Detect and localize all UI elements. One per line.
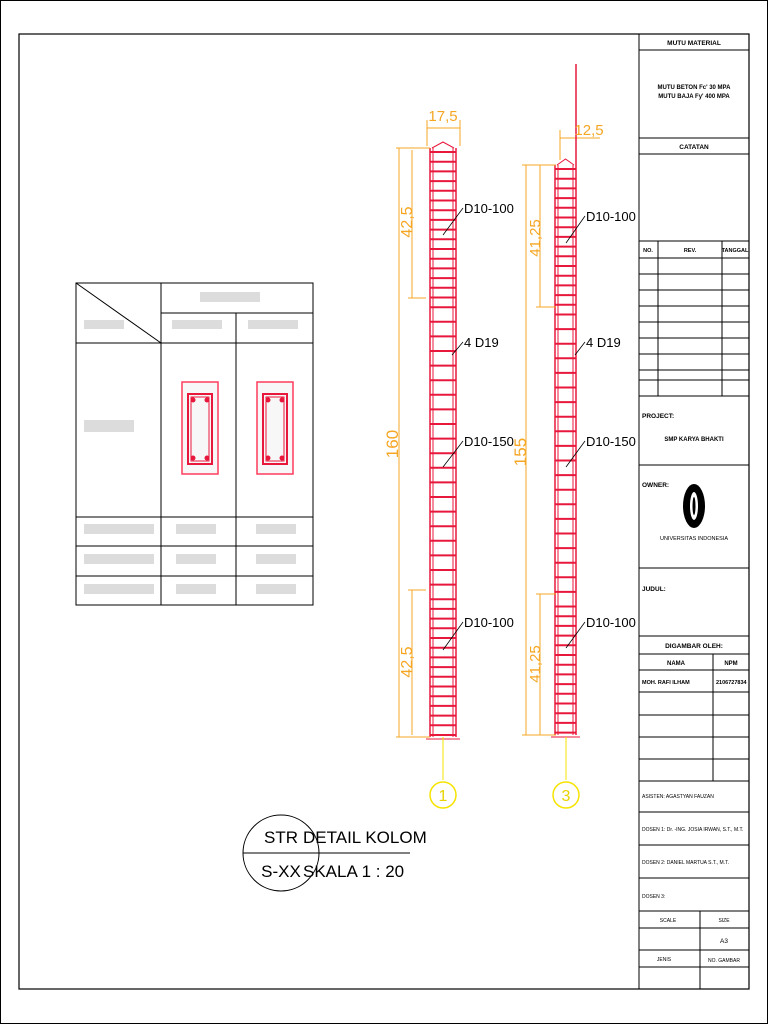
drawing-code-top: STR [264, 828, 298, 847]
dosen3-text: DOSEN 3: [642, 894, 666, 900]
owner-name: UNIVERSITAS INDONESIA [659, 536, 729, 542]
nama-header: NAMA [667, 661, 685, 667]
university-logo [683, 484, 705, 528]
scale-label: SCALE [659, 918, 677, 924]
jenis-label: JENIS [656, 957, 672, 963]
project-label: PROJECT: [642, 413, 675, 420]
rev-tanggal-header: TANGGAL [721, 248, 749, 254]
column-1-height-label: 160 [383, 429, 402, 459]
column-3-stirrup-bottom-label: D10-100 [586, 615, 636, 630]
drawing-title: DETAIL KOLOM [303, 828, 427, 847]
drafter-name: MOH. RAFI ILHAM [642, 680, 690, 686]
npm-header: NPM [724, 661, 738, 667]
column-3-stirrup-top-label: D10-100 [586, 209, 636, 224]
column-1-stirrup-bottom-label: D10-100 [464, 615, 514, 630]
dosen2-text: DOSEN 2: DANIEL MARTUA S.T., M.T. [642, 860, 729, 866]
column-1-stirrup-mid-label: D10-150 [464, 434, 514, 449]
column-1-width-label: 17,5 [428, 108, 458, 125]
column-1-stirrup-top-label: D10-100 [464, 201, 514, 216]
column-section-3 [257, 382, 293, 474]
mutu-beton-text: MUTU BETON Fc' 30 MPA [657, 85, 731, 91]
catatan-header: CATATAN [679, 144, 709, 151]
judul-label: JUDUL: [642, 586, 666, 593]
drafter-npm: 2106727834 [716, 680, 747, 686]
column-1-bottom-zone-label: 42,5 [399, 646, 416, 678]
drawing-code-bottom: S-XX [261, 862, 301, 881]
column-3-width-label: 12,5 [574, 122, 604, 139]
no-gambar-label: NO. GAMBAR [708, 958, 740, 964]
rev-rev-header: REV. [683, 248, 697, 254]
owner-label: OWNER: [642, 482, 670, 489]
grid-label-1: 1 [438, 788, 448, 805]
column-3-main-bar-label: 4 D19 [586, 335, 621, 350]
size-value: A3 [720, 938, 728, 945]
column-1-main-bar-label: 4 D19 [464, 335, 499, 350]
column-3-stirrup-mid-label: D10-150 [586, 434, 636, 449]
column-section-1 [182, 382, 218, 474]
mutu-baja-text: MUTU BAJA Fy' 400 MPA [658, 94, 730, 100]
drawing-scale: SKALA 1 : 20 [303, 862, 405, 881]
size-label: SIZE [718, 918, 730, 924]
rev-no-header: NO. [643, 248, 653, 254]
column-3-top-zone-label: 41,25 [527, 219, 544, 257]
project-name: SMP KARYA BHAKTI [664, 437, 724, 443]
digambar-header: DIGAMBAR OLEH: [665, 643, 723, 650]
grid-label-3: 3 [561, 788, 571, 805]
asisten-text: ASISTEN: AGASTYAN FAUZAN [642, 794, 714, 800]
mutu-material-header: MUTU MATERIAL [667, 40, 721, 47]
column-3-height-label: 155 [511, 437, 530, 467]
column-1-top-zone-label: 42,5 [399, 206, 416, 238]
dosen1-text: DOSEN 1: Dr. -ING. JOSIA IRWAN, S.T., M.T. [642, 827, 744, 833]
column-3-bottom-zone-label: 41,25 [527, 645, 544, 683]
